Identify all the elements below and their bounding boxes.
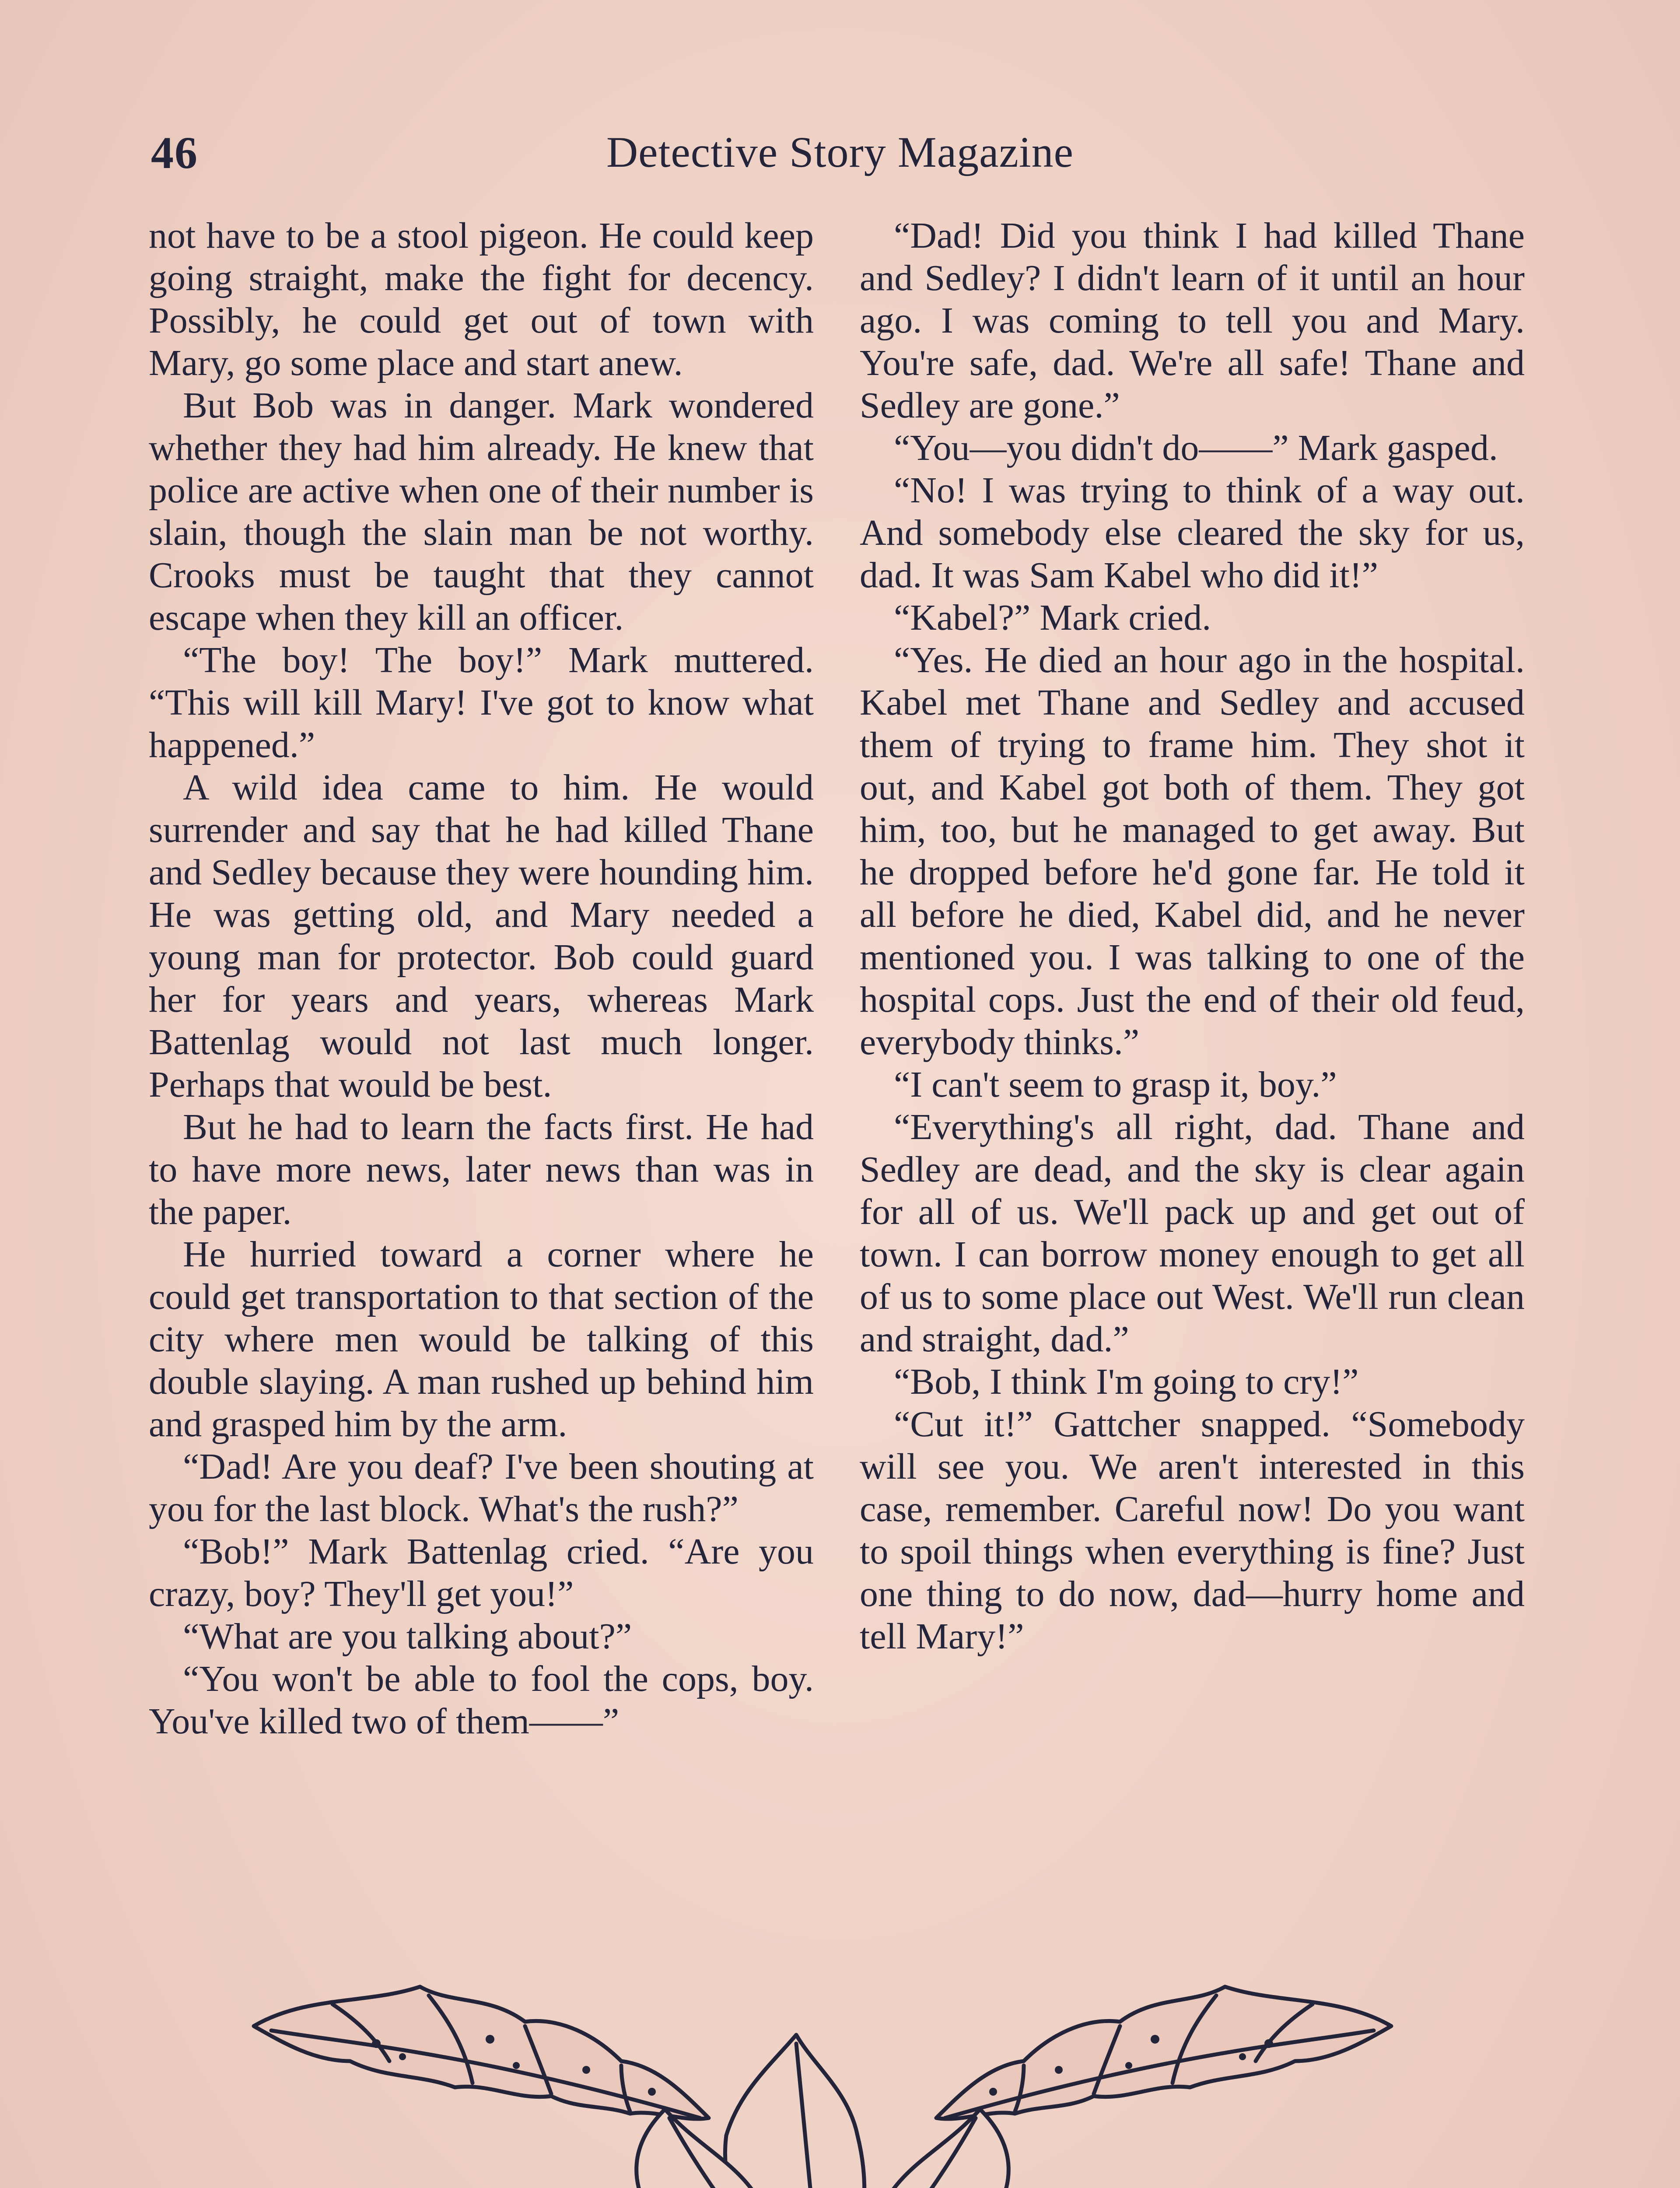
- paragraph: “Dad! Did you think I had killed Thane and Sedley? I didn't learn of it until an hour ago. I was coming to tell you and Mary. You're safe, dad. We're all safe! Thane and Sedley are gone.”: [860, 215, 1525, 426]
- paragraph: “Dad! Are you deaf? I've been shouting at you for the last block. What's the rush?”: [149, 1446, 814, 1529]
- paragraph: “Kabel?” Mark cried.: [894, 597, 1211, 638]
- page-header: [151, 127, 1529, 193]
- paragraph: “Bob!” Mark Battenlag cried. “Are you crazy, boy? They'll get you!”: [149, 1531, 814, 1614]
- paragraph: “No! I was trying to think of a way out. And somebody else cleared the sky for us, dad. It was Sam Kabel who did it!”: [860, 470, 1525, 596]
- paragraph: “The boy! The boy!” Mark muttered. “This will kill Mary! I've got to know what happened.”: [149, 640, 814, 765]
- paragraph: “You—you didn't do——” Mark gasped.: [894, 428, 1498, 468]
- paragraph: not have to be a stool pigeon. He could keep going straight, make the fight for decency. Possibly, he could get out of town with Mary, go some place and start anew.: [149, 215, 814, 383]
- paragraph: He hurried toward a corner where he could get transportation to that section of the city where men would be talking of this double slaying. A man rushed up behind him and grasped him by the arm.: [149, 1234, 814, 1445]
- oak-leaf-ornament-icon: [245, 1978, 1400, 2188]
- paragraph: “You won't be able to fool the cops, boy. You've killed two of them——”: [149, 1659, 814, 1742]
- paragraph: “What are you talking about?”: [183, 1616, 632, 1657]
- paragraph: A wild idea came to him. He would surrender and say that he had killed Thane and Sedley because they were hounding him. He was getting old, and Mary needed a young man for protector. Bob could guard her for years and years, whereas Mark Battenlag would not last much longer. Perhaps that would be best.: [149, 767, 814, 1105]
- page-number: 46: [151, 128, 198, 178]
- text-column-right: [860, 214, 1525, 1658]
- paragraph: “Bob, I think I'm going to cry!”: [894, 1361, 1359, 1402]
- running-title: Detective Story Magazine: [606, 128, 1074, 176]
- paragraph: “I can't seem to grasp it, boy.”: [894, 1064, 1337, 1105]
- paragraph: But Bob was in danger. Mark wondered whether they had him already. He knew that police are active when one of their number is slain, though the slain man be not worthy. Crooks must be taught that they cannot escape when they kill an officer.: [149, 385, 814, 638]
- text-column-left: [149, 214, 814, 1743]
- paragraph: But he had to learn the facts first. He had to have more news, later news than was in the paper.: [149, 1107, 814, 1232]
- paragraph: “Cut it!” Gattcher snapped. “Somebody will see you. We aren't interested in this case, remember. Careful now! Do you want to spoil things when everything is fine? Just one thing to do now, dad—hurry home and tell Mary!”: [860, 1404, 1525, 1657]
- paragraph: “Yes. He died an hour ago in the hospital. Kabel met Thane and Sedley and accused them of trying to frame him. They shot it out, and Kabel got both of them. They got him, too, but he managed to get away. But he dropped before he'd gone far. He told it all before he died, Kabel did, and he never mentioned you. I was talking to one of the hospital cops. Just the end of their old feud, everybody thinks.”: [860, 640, 1525, 1062]
- paragraph: “Everything's all right, dad. Thane and Sedley are dead, and the sky is clear again for all of us. We'll pack up and get out of town. I can borrow money enough to get all of us to some place out West. We'll run clean and straight, dad.”: [860, 1107, 1525, 1360]
